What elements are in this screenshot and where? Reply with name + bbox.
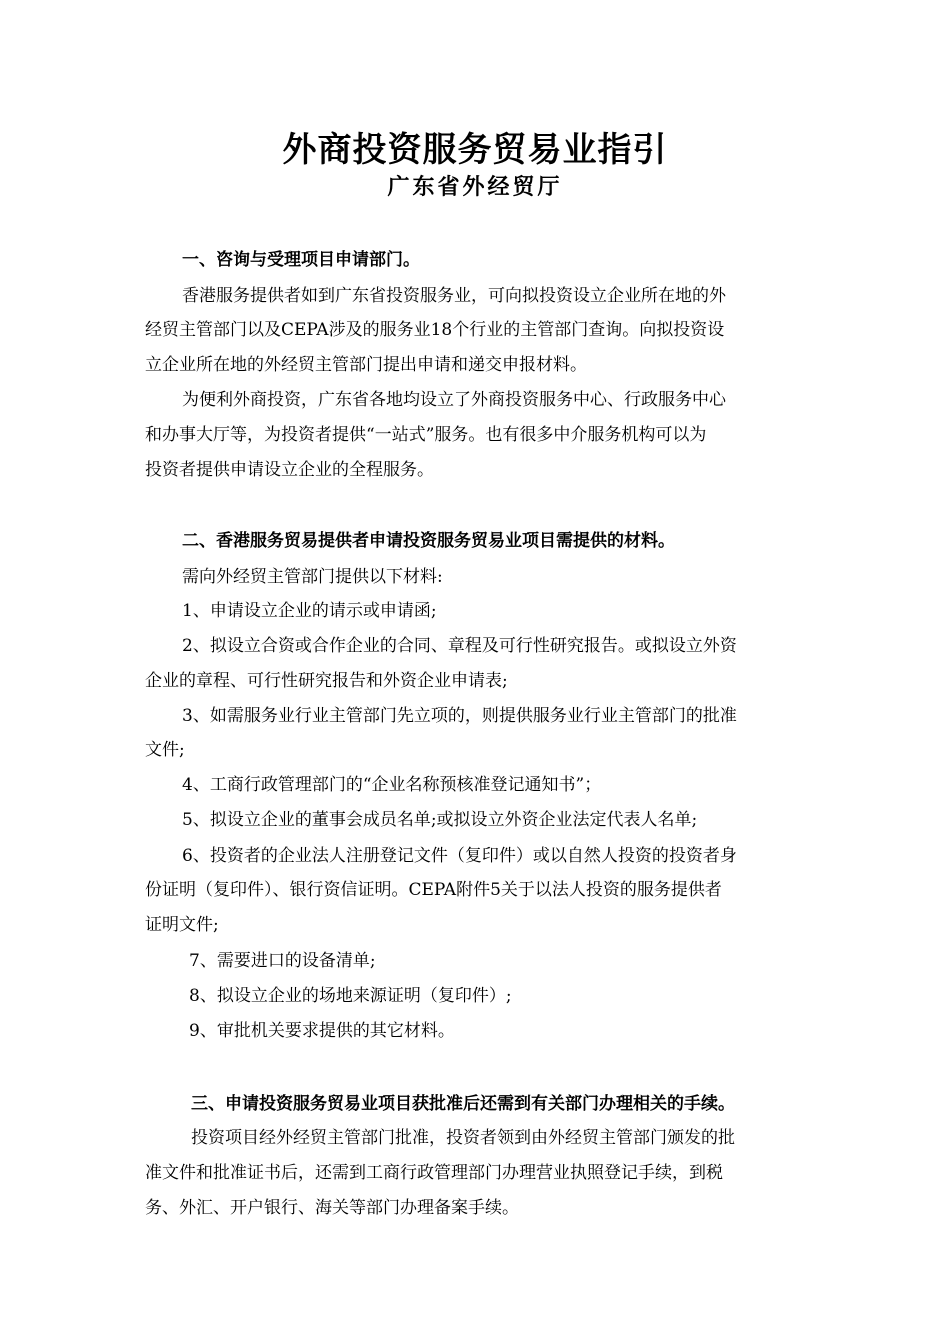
list-item: 9、审批机关要求提供的其它材料。 xyxy=(189,1021,455,1041)
paragraph-line: 香港服务提供者如到广东省投资服务业，可向拟投资设立企业所在地的外 xyxy=(182,286,726,306)
list-item: 1、申请设立企业的请示或申请函; xyxy=(182,601,437,621)
paragraph-line: 投资者提供申请设立企业的全程服务。 xyxy=(145,460,434,480)
paragraph-line: 需向外经贸主管部门提供以下材料: xyxy=(182,567,443,587)
list-item-continuation: 企业的章程、可行性研究报告和外资企业申请表; xyxy=(145,671,508,691)
paragraph-line: 经贸主管部门以及CEPA涉及的服务业18个行业的主管部门查询。向拟投资设 xyxy=(145,320,725,340)
paragraph-line: 为便利外商投资，广东省各地均设立了外商投资服务中心、行政服务中心 xyxy=(182,390,726,410)
section-heading: 二、香港服务贸易提供者申请投资服务贸易业项目需提供的材料。 xyxy=(182,531,675,551)
document-title: 外商投资服务贸易业指引 xyxy=(282,130,668,170)
list-item: 3、如需服务业行业主管部门先立项的，则提供服务业行业主管部门的批准 xyxy=(182,706,737,726)
list-item-continuation: 证明文件; xyxy=(145,915,219,935)
paragraph-line: 立企业所在地的外经贸主管部门提出申请和递交申报材料。 xyxy=(145,355,587,375)
section-heading: 一、咨询与受理项目申请部门。 xyxy=(182,250,420,270)
paragraph-line: 和办事大厅等，为投资者提供“一站式”服务。也有很多中介服务机构可以为 xyxy=(145,425,707,445)
list-item: 7、需要进口的设备清单; xyxy=(189,951,376,971)
paragraph-line: 准文件和批准证书后，还需到工商行政管理部门办理营业执照登记手续，到税 xyxy=(145,1163,723,1183)
list-item: 4、工商行政管理部门的“企业名称预核准登记通知书”； xyxy=(182,775,602,795)
list-item: 5、拟设立企业的董事会成员名单;或拟设立外资企业法定代表人名单; xyxy=(182,810,698,830)
list-item: 8、拟设立企业的场地来源证明（复印件）; xyxy=(189,986,512,1006)
document-subtitle: 广东省外经贸厅 xyxy=(387,174,563,200)
paragraph-line: 务、外汇、开户银行、海关等部门办理备案手续。 xyxy=(145,1198,519,1218)
section-heading: 三、申请投资服务贸易业项目获批准后还需到有关部门办理相关的手续。 xyxy=(191,1094,735,1114)
list-item: 6、投资者的企业法人注册登记文件（复印件）或以自然人投资的投资者身 xyxy=(182,846,737,866)
paragraph-line: 投资项目经外经贸主管部门批准，投资者领到由外经贸主管部门颁发的批 xyxy=(191,1128,735,1148)
list-item: 2、拟设立合资或合作企业的合同、章程及可行性研究报告。或拟设立外资 xyxy=(182,636,737,656)
list-item-continuation: 文件; xyxy=(145,740,185,760)
list-item-continuation: 份证明（复印件）、银行资信证明。CEPA附件5关于以法人投资的服务提供者 xyxy=(145,880,722,900)
